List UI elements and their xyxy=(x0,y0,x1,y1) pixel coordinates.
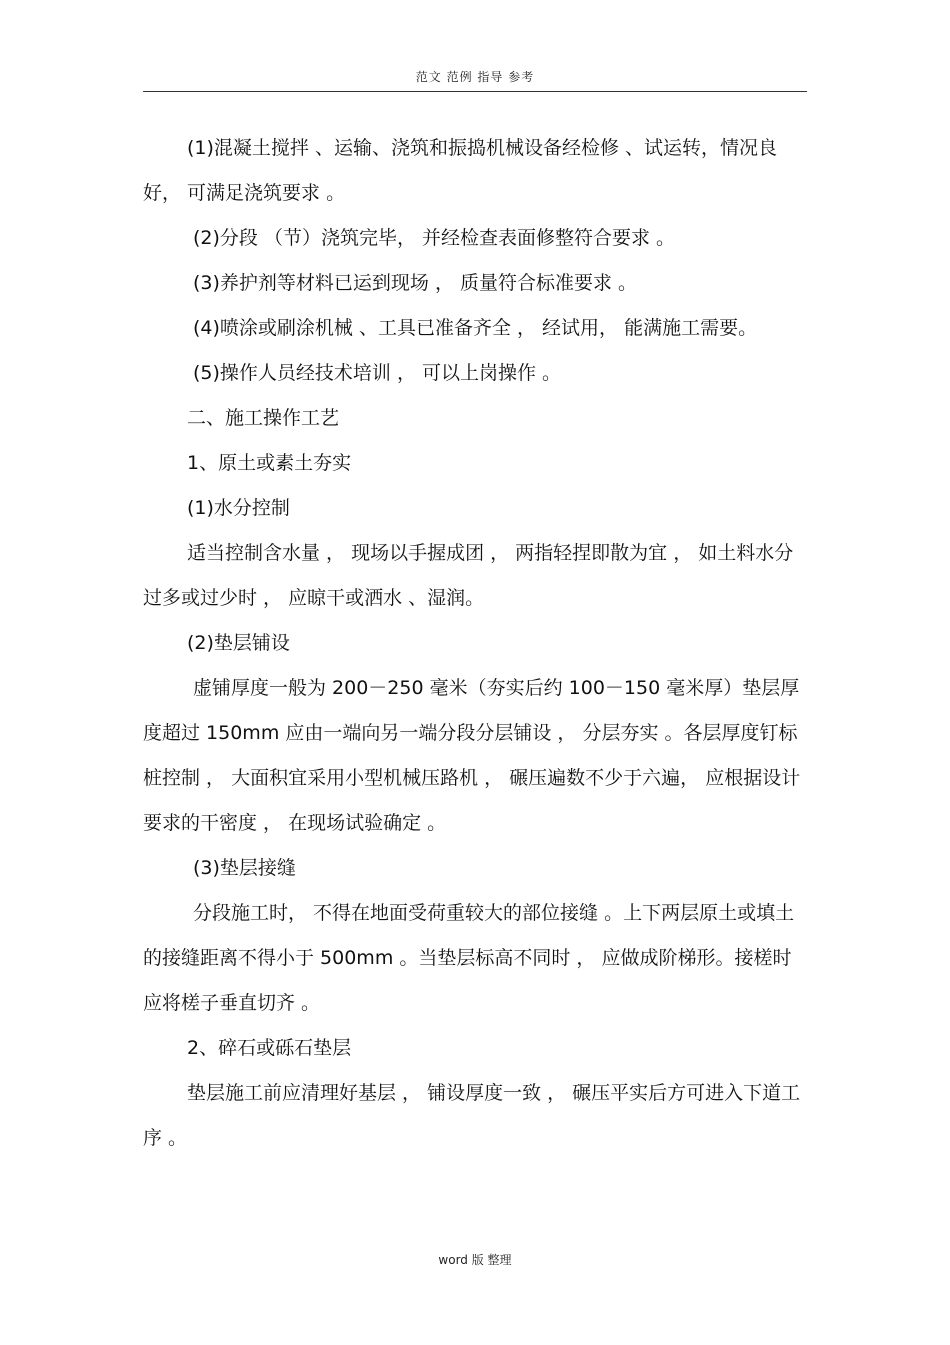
paragraph-moisture: 适当控制含水量 ， 现场以手握成团 ， 两指轻捏即散为宜 ， 如土料水分过多或过少时 ， 应晾干或洒水 、湿润。 xyxy=(143,542,794,609)
item-heading-joints: (3)垫层接缝 xyxy=(193,857,296,879)
paragraph-prep-1: (1)混凝土搅拌 、运输、浇筑和振捣机械设备经检修 、试运转，情况良好， 可满足浇筑要求 。 xyxy=(143,137,777,204)
header-divider xyxy=(143,91,807,92)
paragraph-gravel: 垫层施工前应清理好基层 ， 铺设厚度一致 ， 碾压平实后方可进入下道工序 。 xyxy=(143,1082,801,1149)
paragraph-prep-4: (4)喷涂或刷涂机械 、工具已准备齐全 ， 经试用， 能满施工需要。 xyxy=(193,317,758,339)
subsection-heading-compaction: 1、原土或素土夯实 xyxy=(187,452,352,474)
item-heading-moisture: (1)水分控制 xyxy=(187,497,290,519)
page-footer: word 版 整理 xyxy=(438,1253,512,1267)
item-heading-laying: (2)垫层铺设 xyxy=(187,632,290,654)
paragraph-prep-2: (2)分段 （节）浇筑完毕， 并经检查表面修整符合要求 。 xyxy=(193,227,676,249)
paragraph-laying: 虚铺厚度一般为 200－250 毫米（夯实后约 100－150 毫米厚）垫层厚度超过 150mm 应由一端向另一端分段分层铺设 ， 分层夯实 。各层厚度钉标桩控制 ， 大面积宜采用小型机械压路机 ， 碾压遍数不少于六遍， 应根据设计要求的干密度 ， 在现场试验确定 。 xyxy=(143,677,801,834)
paragraph-prep-5: (5)操作人员经技术培训 ， 可以上岗操作 。 xyxy=(193,362,562,384)
page-header: 范文 范例 指导 参考 xyxy=(415,70,535,84)
subsection-heading-gravel: 2、碎石或砾石垫层 xyxy=(187,1037,352,1059)
paragraph-prep-3: (3)养护剂等材料已运到现场 ， 质量符合标准要求 。 xyxy=(193,272,638,294)
document-body xyxy=(143,126,807,1161)
section-heading-process: 二、施工操作工艺 xyxy=(187,407,340,429)
paragraph-joints: 分段施工时， 不得在地面受荷重较大的部位接缝 。上下两层原土或填土的接缝距离不得小于 500mm 。当垫层标高不同时 ， 应做成阶梯形。接槎时应将槎子垂直切齐 。 xyxy=(143,902,795,1014)
